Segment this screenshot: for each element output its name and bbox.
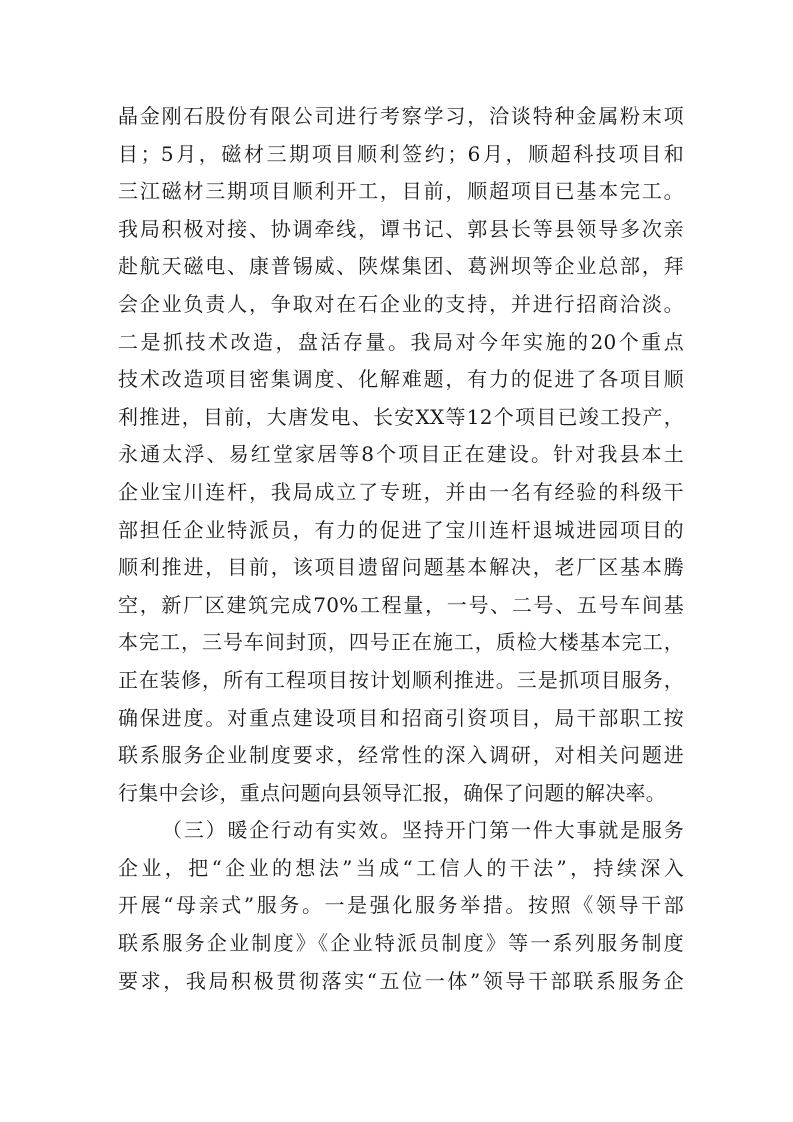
text-line-7: 二是抓技术改造，盘活存量。我局对今年实施的20个重点 [118, 329, 684, 354]
text-line-17: 确保进度。对重点建设项目和招商引资项目，局干部职工按 [118, 705, 684, 730]
text-line-9: 利推进，目前，大唐发电、长安XX等12个项目已竣工投产， [118, 404, 684, 429]
text-line-18: 联系服务企业制度要求，经常性的深入调研，对相关问题进 [118, 743, 684, 768]
text-line-3: 三江磁材三期项目顺利开工，目前，顺超项目已基本完工。 [118, 179, 684, 204]
text-line-4: 我局积极对接、协调牵线，谭书记、郭县长等县领导多次亲 [118, 216, 684, 241]
text-line-2: 目；5月，磁材三期项目顺利签约；6月，顺超科技项目和 [118, 141, 684, 166]
text-line-13: 顺利推进，目前，该项目遗留问题基本解决，老厂区基本腾 [118, 555, 684, 580]
text-line-24: 要求，我局积极贯彻落实“五位一体”领导干部联系服务企 [118, 968, 684, 993]
section-heading-line: （三）暖企行动有实效。坚持开门第一件大事就是服务 [162, 818, 684, 843]
text-line-19: 行集中会诊，重点问题向县领导汇报，确保了问题的解决率。 [118, 780, 667, 805]
text-line-22: 开展“母亲式”服务。一是强化服务举措。按照《领导干部 [118, 893, 684, 918]
body-text [118, 98, 684, 1000]
text-line-23: 联系服务企业制度》《企业特派员制度》等一系列服务制度 [118, 931, 684, 956]
text-line-15: 本完工，三号车间封顶，四号正在施工，质检大楼基本完工， [118, 630, 684, 655]
text-line-16: 正在装修，所有工程项目按计划顺利推进。三是抓项目服务， [118, 667, 684, 692]
text-line-5: 赴航天磁电、康普锡威、陕煤集团、葛洲坝等企业总部，拜 [118, 254, 684, 279]
text-line-14: 空，新厂区建筑完成70%工程量，一号、二号、五号车间基 [118, 592, 684, 617]
text-line-12: 部担任企业特派员，有力的促进了宝川连杆退城进园项目的 [118, 517, 684, 542]
text-line-6: 会企业负责人，争取对在石企业的支持，并进行招商洽淡。 [118, 291, 684, 316]
text-line-1: 晶金刚石股份有限公司进行考察学习，洽谈特种金属粉末项 [118, 104, 684, 128]
text-line-10: 永通太浮、易红堂家居等8个项目正在建设。针对我县本土 [118, 442, 684, 467]
text-line-8: 技术改造项目密集调度、化解难题，有力的促进了各项目顺 [118, 367, 684, 392]
text-line-11: 企业宝川连杆，我局成立了专班，并由一名有经验的科级干 [118, 479, 684, 504]
text-line-21: 企业，把“企业的想法”当成“工信人的干法”，持续深入 [118, 855, 684, 880]
